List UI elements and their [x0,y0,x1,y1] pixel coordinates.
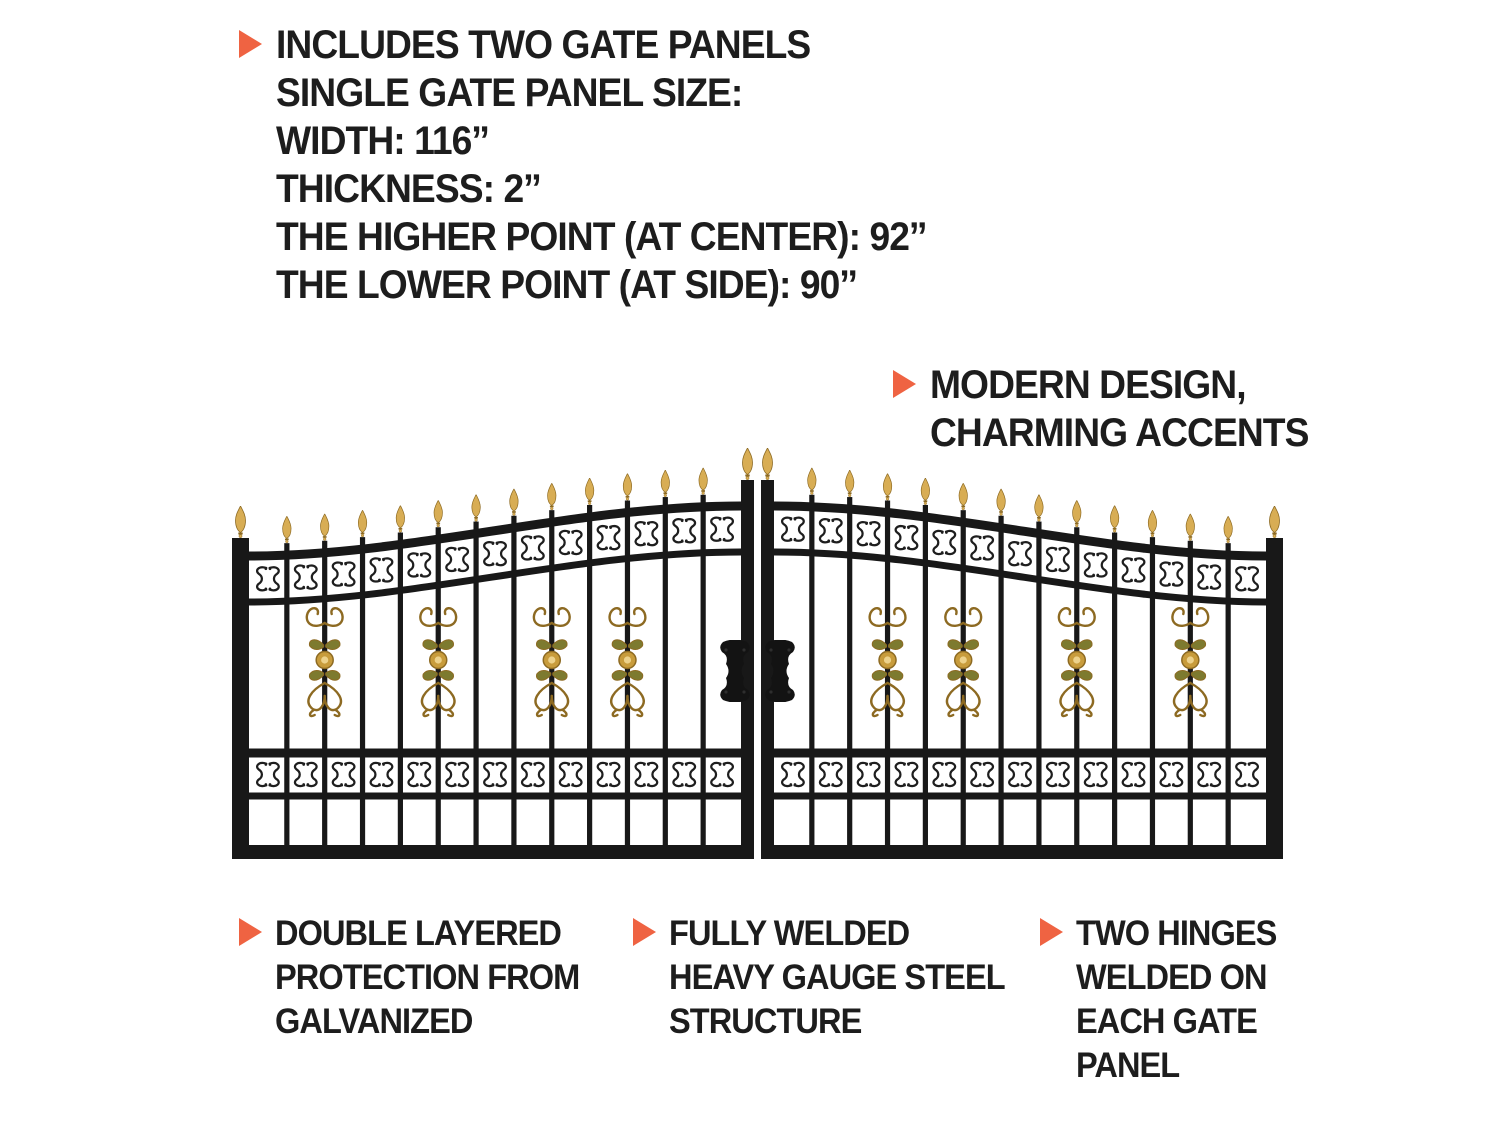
bullet-arrow-icon [239,918,262,946]
feature-line: WIDTH: 116’’ [276,119,489,163]
feature-line: STRUCTURE [669,1002,862,1041]
feature-hinges [1040,912,1292,1088]
bullet-arrow-icon [239,30,262,58]
feature-welded [633,912,1030,1044]
bullet-arrow-icon [893,370,916,398]
gate-image [232,448,1283,860]
feature-line: THE LOWER POINT (AT SIDE): 90’’ [276,263,857,307]
feature-line: HEAVY GAUGE STEEL [669,958,1005,997]
feature-welded-text [669,912,1005,1044]
bullet-arrow-icon [633,918,656,946]
feature-line: THE HIGHER POINT (AT CENTER): 92’’ [276,215,927,259]
feature-line: WELDED ON [1076,958,1267,997]
feature-specs [239,21,975,309]
feature-design-text [930,361,1308,457]
bullet-arrow-icon [1040,918,1063,946]
feature-line: THICKNESS: 2’’ [276,167,541,211]
feature-line: PANEL [1076,1046,1180,1085]
feature-galvanized-text [275,912,579,1044]
feature-line: DOUBLE LAYERED [275,914,562,953]
feature-line: SINGLE GATE PANEL SIZE: [276,71,743,115]
feature-line: INCLUDES TWO GATE PANELS [276,23,811,67]
feature-design [893,361,1337,457]
gate-left-panel [232,448,754,859]
feature-line: MODERN DESIGN, [930,363,1246,407]
feature-hinges-text [1076,912,1276,1088]
feature-line: EACH GATE [1076,1002,1257,1041]
feature-specs-text [276,21,926,309]
feature-line: TWO HINGES [1076,914,1277,953]
feature-line: CHARMING ACCENTS [930,411,1309,455]
feature-line: GALVANIZED [275,1002,473,1041]
gate-right-panel [761,448,1283,859]
feature-line: FULLY WELDED [669,914,910,953]
feature-galvanized [239,912,602,1044]
feature-line: PROTECTION FROM [275,958,580,997]
